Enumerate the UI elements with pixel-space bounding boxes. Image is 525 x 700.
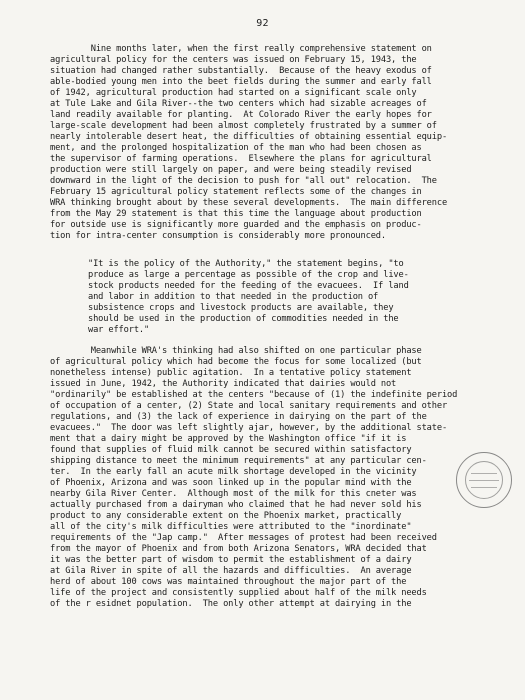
block-quote-policy-statement: "It is the policy of the Authority," the statement begins, "to produce as large a percentage as possible of the crop and live- stock products needed for the feeding of the evacuees. If land and labor in addition to that needed in the production of subsistence crops and livestock products are available, they should be used in the production of commodities needed in the war effort." xyxy=(88,259,409,335)
page-number: 92 xyxy=(256,18,269,29)
paragraph-agricultural-policy: Nine months later, when the first really comprehensive statement on agricultural policy for the centers was issued on February 15, 1943, the situation had changed rather substantially. Because of the heavy exodus of able-bodied young men into the beet fields during the summer and early fall of 1942, agricultural production had started on a significant scale only at Tule Lake and Gila River--the two centers which had sizable acreages of land readily available for planting. At Colorado River the early hopes for large-scale development had been almost completely frustrated by a summer of nearly intolerable desert heat, the difficulties of obtaining essential equip- ment, and the prolonged hospitalization of the man who had been chosen as the supervisor of farming operations. Elsewhere the plans for agricultural production were still largely on paper, and were being steadily revised downward in the light of the decision to push for "all out" relocation. The February 15 agricultural policy statement reflects some of the changes in WRA thinking brought about by these several developments. The main difference from the May 29 statement is that this time the language about production for outside use is significantly more guarded and the emphasis on produc- tion for intra-center consumption is considerably more pronounced. xyxy=(50,44,448,241)
library-stamp-icon xyxy=(456,452,512,508)
paragraph-dairy-policy: Meanwhile WRA's thinking had also shifted on one particular phase of agricultural policy which had become the focus for some localized (but nonetheless intense) public agitation. In a tentative policy statement issued in June, 1942, the Authority indicated that dairies would not "ordinarily" be established at the centers "because of (1) the indefinite period of occupation of a center, (2) State and local sanitary requirements and other regulations, and (3) the lack of experience in dairying on the part of the evacuees." The door was left slightly ajar, however, by the additional state- ment that a dairy might be approved by the Washington office "if it is found that supplies of fluid milk cannot be secured within satisfactory shipping distance to meet the minimum requirements" at any particular cen- ter. In the early fall an acute milk shortage developed in the vicinity of Phoenix, Arizona and was soon linked up in the popular mind with the nearby Gila River Center. Although most of the milk for this cneter was actually purchased from a dairyman who claimed that he had never sold his product to any considerable extent on the Phoenix market, practically all of the city's milk difficulties were attributed to the "inordinate" requirements of the "Jap camp." After messages of protest had been received from the mayor of Phoenix and from both Arizona Senators, WRA decided that it was the better part of wisdom to permit the establishment of a dairy at Gila River in spite of all the hazards and difficulties. An average herd of about 100 cows was maintained throughout the major part of the life of the project and consistently supplied about half of the milk needs of the r esidnet population. The only other attempt at dairying in the xyxy=(50,346,458,609)
